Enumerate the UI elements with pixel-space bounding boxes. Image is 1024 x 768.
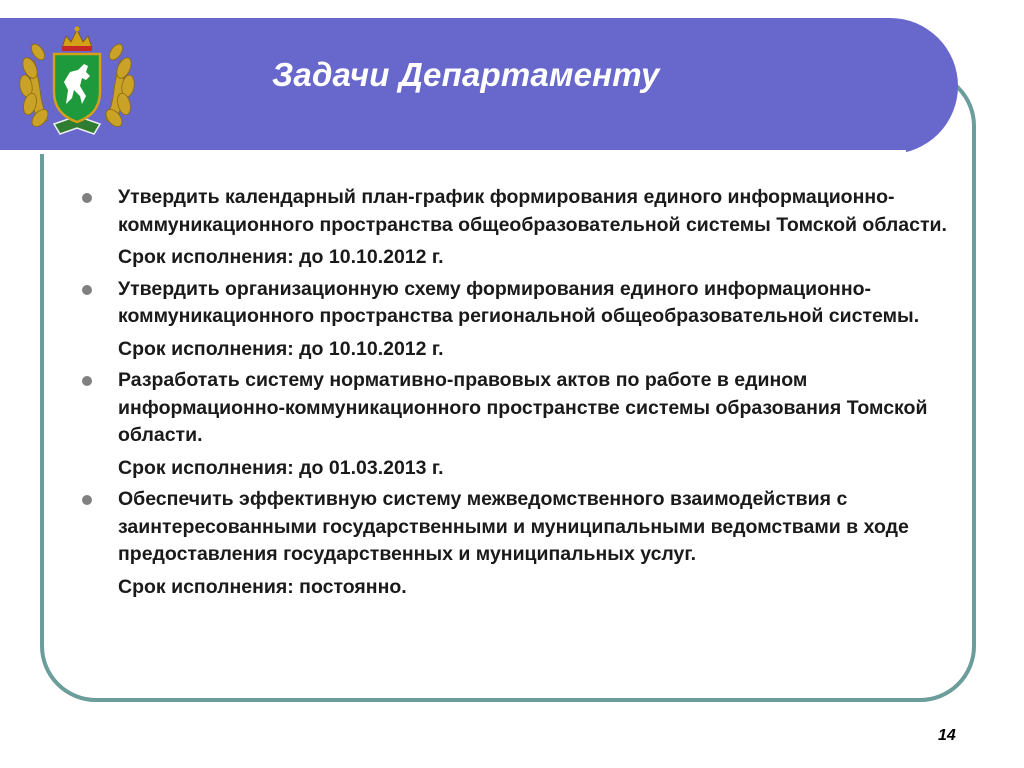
task-text: Утвердить календарный план-график формирования единого информационно-коммуникационного пространства общеобразовательной системы Томской области. (118, 186, 947, 236)
header-rule (0, 150, 906, 154)
bullet-icon (82, 495, 92, 505)
right-wreath (103, 42, 136, 130)
bullet-icon (82, 376, 92, 386)
task-deadline: Срок исполнения: до 10.10.2012 г. (118, 246, 444, 268)
task-deadline: Срок исполнения: до 01.03.2013 г. (118, 456, 444, 479)
task-item (82, 367, 962, 482)
task-item (82, 184, 962, 272)
task-deadline: Срок исполнения: постоянно. (118, 575, 407, 598)
task-text: Утвердить организационную схему формирования единого информационно-коммуникационного пространства региональной общеобразовательной системы. (118, 277, 920, 327)
task-text: Разработать систему нормативно-правовых актов по работе в едином информационно-коммуникационного пространстве системы образования Томской области. (118, 369, 928, 446)
left-wreath (18, 42, 51, 130)
task-list (82, 184, 962, 605)
slide-title: Задачи Департаменту (272, 56, 660, 93)
crown (62, 27, 92, 52)
task-item (82, 486, 962, 601)
task-text: Обеспечить эффективную систему межведомственного взаимодействия с заинтересованными государственными и муниципальными ведомствами в ходе предоставления государственных и муниципальных услуг. (118, 488, 909, 565)
task-item (82, 276, 962, 364)
coat-of-arms-icon (18, 24, 136, 136)
page-number: 14 (938, 727, 956, 744)
bullet-icon (82, 285, 92, 295)
bullet-icon (82, 193, 92, 203)
task-deadline: Срок исполнения: до 10.10.2012 г. (118, 337, 444, 360)
